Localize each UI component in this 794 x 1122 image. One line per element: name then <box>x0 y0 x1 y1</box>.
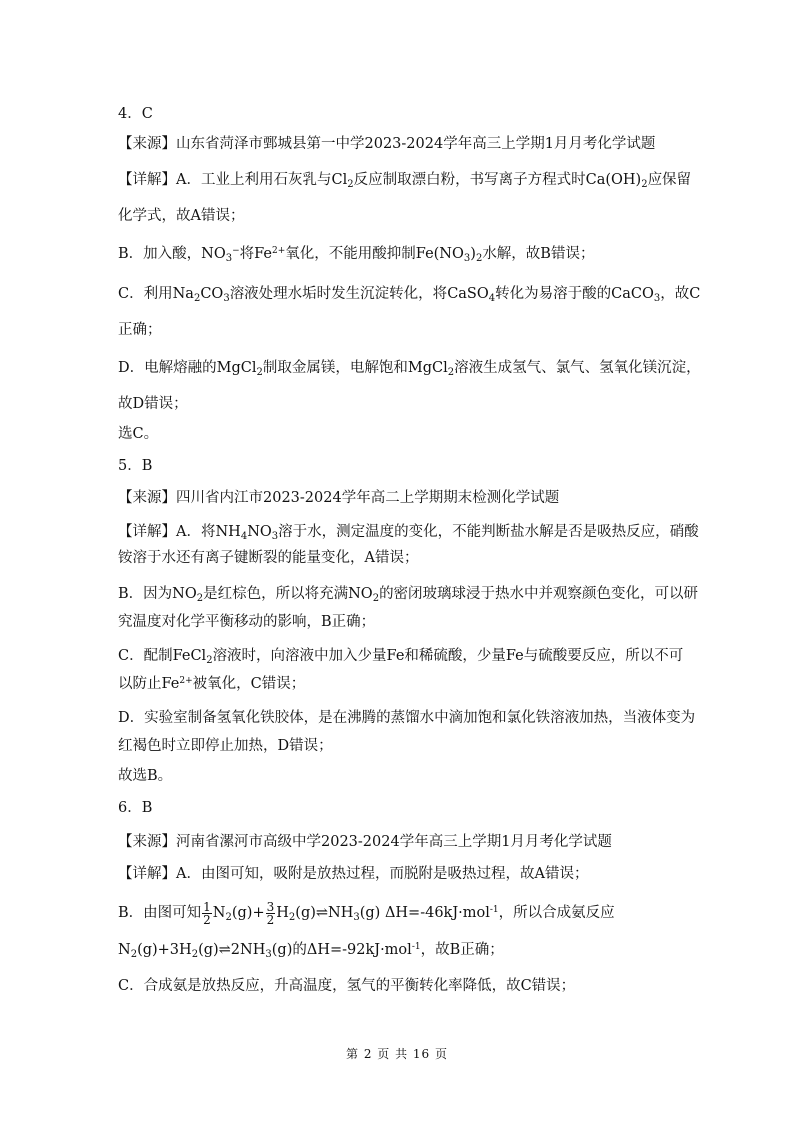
q6-option-a: 【详解】A．由图可知，吸附是放热过程，而脱附是吸热过程，故A错误； <box>118 866 589 882</box>
q5-answer: 5．B <box>118 458 153 474</box>
q4-option-b: B．加入酸，$NO_3^-$将$Fe^{2+}$氧化，不能用酸抑制$Fe(NO_3)_2$水解，故B错误； <box>118 246 595 264</box>
q5-option-a-line2: 铵溶于水还有离子键断裂的能量变化，A错误； <box>118 550 419 566</box>
q4-detail-a-line2: 化学式，故A错误； <box>118 208 245 224</box>
page-footer: 第 2 页 共 16 页 <box>346 1047 448 1061</box>
q5-conclusion: 故选B。 <box>118 768 173 784</box>
q5-option-c: C．配制FeCl$_2$溶液时，向溶液中加入少量Fe和稀硫酸，少量Fe与硫酸要反应，所以不可 <box>118 648 684 666</box>
q5-option-c-line2: 以防止$Fe^{2+}$被氧化，C错误； <box>118 676 306 692</box>
q4-option-d-line2: 故D错误； <box>118 396 188 412</box>
q5-option-b-line2: 究温度对化学平衡移动的影响，B正确； <box>118 614 376 630</box>
q6-source: 【来源】河南省漯河市高级中学2023-2024学年高三上学期1月月考化学试题 <box>118 834 612 850</box>
q6-answer: 6．B <box>118 800 153 816</box>
q5-option-d-line2: 红褐色时立即停止加热，D错误； <box>118 738 333 754</box>
q5-source: 【来源】四川省内江市2023-2024学年高二上学期期末检测化学试题 <box>118 490 560 506</box>
fraction-three-halves: $\frac{3}{2}$ <box>266 899 275 927</box>
q5-option-b: B．因为$NO_2$是红棕色，所以将充满$NO_2$的密闭玻璃球浸于热水中并观察颜色变化，可以研 <box>118 586 699 604</box>
q4-source: 【来源】山东省菏泽市鄄城县第一中学2023-2024学年高三上学期1月月考化学试题 <box>118 136 656 152</box>
q4-conclusion: 选C。 <box>118 426 159 442</box>
q4-option-c: C．利用$Na_2CO_3$溶液处理水垢时发生沉淀转化，将CaSO$_4$转化为易溶于酸的CaCO$_3$，故C <box>118 286 701 304</box>
q6-option-b: B．由图可知 $\frac{1}{2}$ $N_2(g)+$ $\frac{3}{2}$ $H_2(g)\rightleftharpoons NH_3(g)$ ΔH=-46kJ·mol$^{-1}$，所以合成氨反应 <box>118 899 615 927</box>
q4-option-c-line2: 正确； <box>118 322 162 338</box>
q5-option-d: D．实验室制备氢氧化铁胶体，是在沸腾的蒸馏水中滴加饱和氯化铁溶液加热，当液体变为 <box>118 710 696 726</box>
fraction-one-half: $\frac{1}{2}$ <box>203 899 211 927</box>
q4-detail-a: 【详解】A．工业上利用石灰乳与$Cl_2$反应制取漂白粉，书写离子方程式时$Ca(OH)_2$应保留 <box>118 172 692 190</box>
q4-answer: 4．C <box>118 106 153 122</box>
q4-option-d: D．电解熔融的MgCl$_2$制取金属镁，电解饱和MgCl$_2$溶液生成氢气、氯气、氢氧化镁沉淀， <box>118 360 701 378</box>
q6-option-b-line2: $N_2(g)+3H_2(g)\rightleftharpoons 2NH_3(g)$的ΔH=-92kJ·mol$^{-1}$，故B正确； <box>118 942 504 960</box>
q5-option-a: 【详解】A．将$NH_4NO_3$溶于水，测定温度的变化，不能判断盐水解是否是吸热反应，硝酸 <box>118 524 699 542</box>
q6-option-c: C．合成氨是放热反应，升高温度，氢气的平衡转化率降低，故C错误； <box>118 978 576 994</box>
